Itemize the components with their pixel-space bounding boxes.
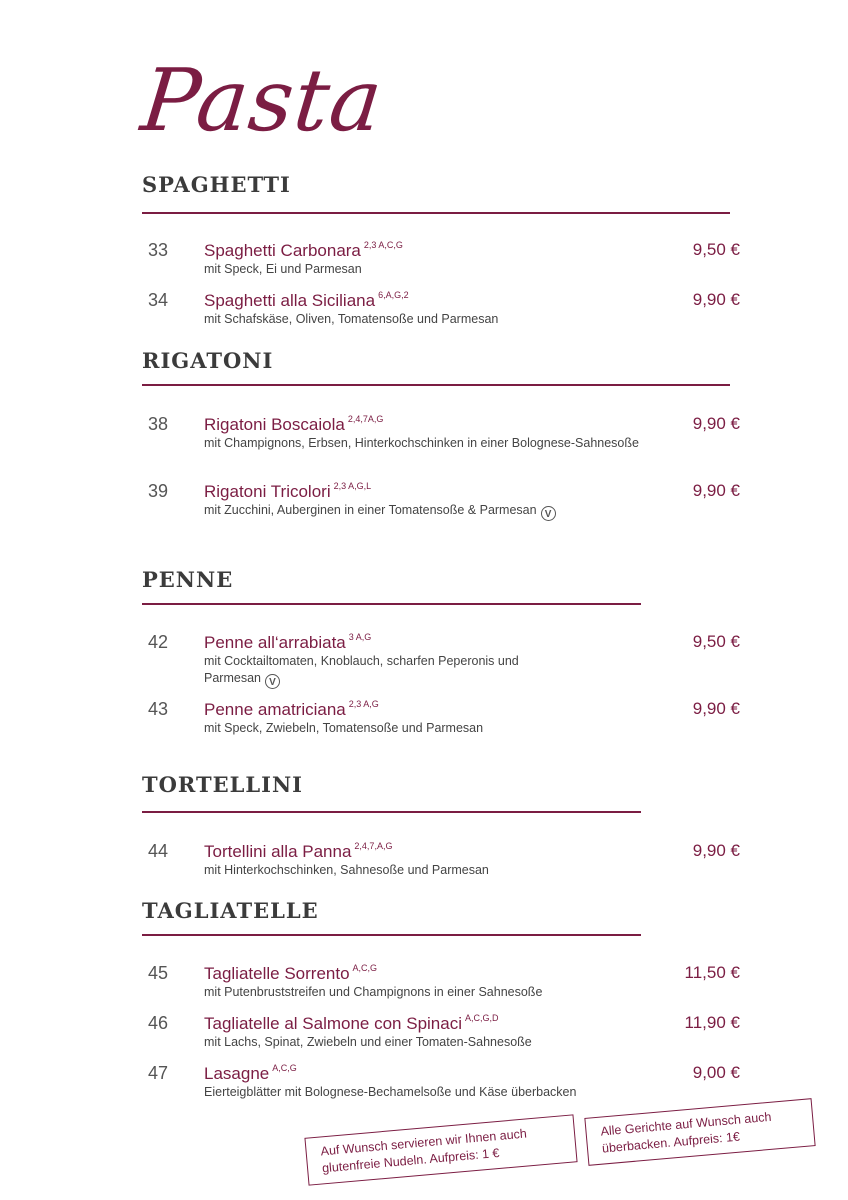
item-description: mit Speck, Zwiebeln, Tomatensoße und Parmesan — [204, 721, 484, 735]
item-description: mit Speck, Ei und Parmesan — [204, 262, 362, 276]
item-price: 9,50 € — [692, 240, 740, 259]
allergen-codes: 6,A,G,2 — [378, 290, 409, 300]
item-name: Lasagne $^{A,C,G}$ — [204, 1063, 297, 1083]
item-name: Spaghetti Carbonara $^{2,3 A,C,G}$ — [204, 240, 403, 260]
item-number: 33 — [148, 240, 169, 260]
item-name: Tagliatelle al Salmone con Spinaci $^{A,C,G,D}$ — [204, 1013, 499, 1033]
item-number: 45 — [148, 963, 169, 983]
allergen-codes: 2,4,7,A,G — [354, 841, 393, 851]
menu-title: Pasta — [136, 51, 388, 151]
allergen-codes: 3 A,G — [348, 632, 372, 642]
item-number: 44 — [148, 841, 169, 861]
allergen-codes: A,C,G — [352, 963, 378, 973]
vegetarian-icon: V — [265, 674, 280, 689]
item-number: 43 — [148, 699, 169, 719]
item-name: Penne all‘arrabiata $^{3 A,G}$ — [204, 632, 372, 652]
item-description: Eierteigblätter mit Bolognese-Bechamelsoße und Käse überbacken — [204, 1085, 577, 1099]
item-price: 9,90 € — [692, 481, 740, 500]
item-price: 11,50 € — [684, 963, 740, 982]
note-gratinated: Alle Gerichte auf Wunsch auch überbacken. Aufpreis: 1€ — [584, 1098, 815, 1166]
section-divider — [142, 934, 641, 936]
item-name: Rigatoni Boscaiola $^{2,4,7A,G}$ — [204, 414, 384, 434]
item-name: Penne amatriciana $^{2,3 A,G}$ — [204, 699, 379, 719]
item-number: 46 — [148, 1013, 169, 1033]
allergen-codes: 2,4,7A,G — [347, 414, 384, 424]
allergen-codes: A,C,G,D — [465, 1013, 499, 1023]
section-title: RIGATONI — [142, 348, 274, 373]
section-divider — [142, 384, 730, 386]
item-name: Tortellini alla Panna $^{2,4,7,A,G}$ — [204, 841, 393, 861]
section-title: TORTELLINI — [142, 772, 304, 797]
allergen-codes: 2,3 A,G — [348, 699, 379, 709]
item-description: mit Hinterkochschinken, Sahnesoße und Parmesan — [204, 863, 489, 877]
section-divider — [142, 603, 641, 605]
section-title: PENNE — [142, 567, 234, 592]
item-price: 9,90 € — [692, 841, 740, 860]
item-name: Tagliatelle Sorrento $^{A,C,G}$ — [204, 963, 378, 983]
item-name: Spaghetti alla Siciliana $^{6,A,G,2}$ — [204, 290, 409, 310]
item-description: mit Schafskäse, Oliven, Tomatensoße und Parmesan — [204, 312, 499, 326]
item-price: 9,90 € — [692, 290, 740, 309]
item-description: mit Lachs, Spinat, Zwiebeln und einer Tomaten-Sahnesoße — [204, 1035, 532, 1049]
section-divider — [142, 212, 730, 214]
allergen-codes: 2,3 A,G,L — [333, 481, 372, 491]
item-description: mit Zucchini, Auberginen in einer Tomatensoße & Parmesan V — [204, 502, 644, 521]
section-divider — [142, 811, 641, 813]
allergen-codes: A,C,G — [272, 1063, 297, 1073]
item-number: 39 — [148, 481, 169, 501]
item-name: Rigatoni Tricolori $^{2,3 A,G,L}$ — [204, 481, 372, 501]
item-number: 34 — [148, 290, 169, 310]
item-description: mit Champignons, Erbsen, Hinterkochschinken in einer Bolognese-Sahnesoße — [204, 436, 639, 450]
item-price: 9,90 € — [692, 699, 740, 718]
section-title: TAGLIATELLE — [142, 898, 319, 923]
item-number: 42 — [148, 632, 169, 652]
item-description: mit Cocktailtomaten, Knoblauch, scharfen Peperonis und Parmesan V — [204, 654, 519, 688]
item-price: 9,00 € — [692, 1063, 740, 1082]
section-title: SPAGHETTI — [142, 172, 291, 197]
item-price: 11,90 € — [684, 1013, 740, 1032]
item-description: mit Putenbruststreifen und Champignons in einer Sahnesoße — [204, 985, 543, 999]
vegetarian-icon: V — [541, 506, 556, 521]
note-gluten-free: Auf Wunsch servieren wir Ihnen auch glutenfreie Nudeln. Aufpreis: 1 € — [304, 1114, 577, 1185]
item-price: 9,90 € — [692, 414, 740, 433]
item-number: 38 — [148, 414, 169, 434]
item-price: 9,50 € — [692, 632, 740, 651]
item-number: 47 — [148, 1063, 169, 1083]
allergen-codes: 2,3 A,C,G — [363, 240, 403, 250]
